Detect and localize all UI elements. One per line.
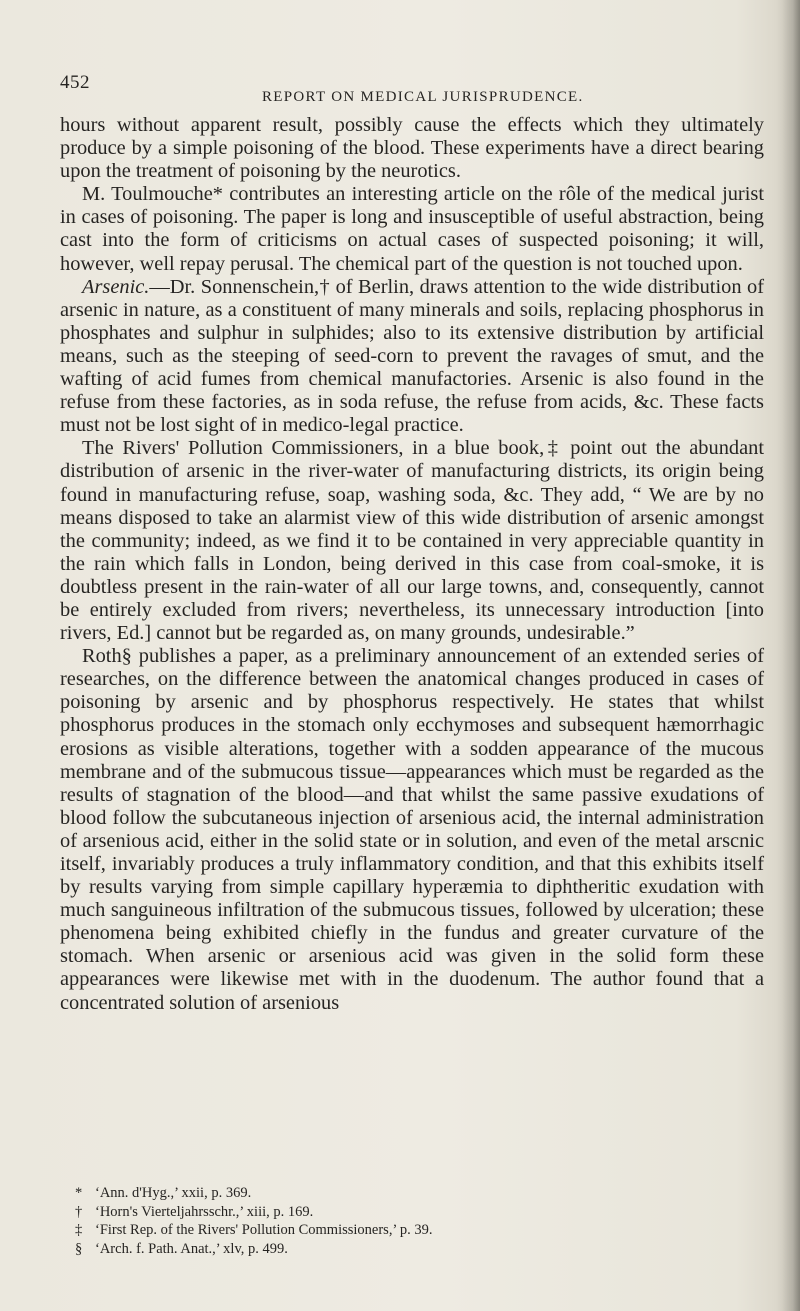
paragraph — [60, 114, 764, 183]
paragraph — [60, 276, 764, 438]
footnote-text: ‘Horn's Vierteljahrsschr.,’ xiii, p. 169. — [95, 1203, 314, 1220]
footnote-text: ‘Arch. f. Path. Anat.,’ xlv, p. 499. — [95, 1240, 288, 1257]
paragraph-text: —Dr. Sonnenschein,† of Berlin, draws attention to the wide distribution of arsenic in nature, as a constituent of many minerals and soils, replacing phosphorus in phosphates and sulphur in sulphides; also to its extensive distribution by artificial means, such as the steeping of seed-corn to prevent the ravages of smut, and the wafting of acid fumes from chemical manufactories. Arsenic is also found in the refuse from these factories, as in soda refuse, the refuse from acids, &c. These facts must not be lost sight of in medico-legal practice. — [60, 275, 764, 437]
footnote — [75, 1203, 755, 1222]
footnote — [75, 1184, 755, 1203]
paragraph-text: hours without apparent result, possibly cause the effects which they ultimately produce by a simple poisoning of the blood. These experiments have a direct bearing upon the treatment of poisoning by the neurotics. — [60, 114, 764, 183]
footnote — [75, 1240, 755, 1259]
footnotes — [75, 1184, 755, 1258]
running-head: REPORT ON MEDICAL JURISPRUDENCE. — [262, 89, 584, 105]
paragraph — [60, 437, 764, 645]
footnote-text: ‘First Rep. of the Rivers' Pollution Commissioners,’ p. 39. — [95, 1222, 433, 1239]
page-number: 452 — [60, 72, 90, 93]
footnote-mark: * — [75, 1185, 83, 1201]
paragraph — [60, 183, 764, 275]
paragraph-text: The Rivers' Pollution Commissioners, in a blue book,‡ point out the abundant distribution of arsenic in the river-water of manufacturing districts, its origin being found in manufacturing refuse, soap, washing soda, &c. They add, “ We are by no means disposed to take an alarmist view of this wide distribution of arsenic amongst the community; indeed, as we find it to be contained in very appreciable quantity in the rain which falls in London, being derived in this case from coal-smoke, it is doubtless present in the rain-water of all our large towns, and, consequently, cannot be entirely excluded from rivers; nevertheless, its unnecessary introduction [into rivers, Ed.] cannot but be regarded as, on many grounds, undesirable.” — [60, 437, 764, 645]
paragraph-text: M. Toulmouche* contributes an interesting article on the rôle of the medical jurist in cases of poisoning. The paper is long and insusceptible of useful abstraction, being cast into the form of criticisms on actual cases of suspected poisoning; it will, however, well repay perusal. The chemical part of the question is not touched upon. — [60, 183, 764, 275]
footnote-mark: † — [75, 1203, 83, 1220]
paragraph-text: Roth§ publishes a paper, as a preliminary announcement of an extended series of researches, on the difference between the anatomical changes produced in cases of poisoning by arsenic and by phosphorus respectively. He states that whilst phosphorus produces in the stomach only ecchymoses and subsequent hæmorrhagic erosions as visible alterations, together with a sodden appearance of the mucous membrane and of the submucous tissue—appearances which must be regarded as the results of stagnation of the blood—and that whilst the same passive exudations of blood follow the subcutaneous injection of arsenious acid, the internal administration of arsenious acid, either in the solid state or in solution, and even of the metal arscnic itself, invariably produces a truly inflammatory condition, and that this exhibits itself by results varying from simple capillary hyperæmia to diphtheritic exudation with much sanguineous infiltration of the submucous tissues, followed by ulceration; these phenomena being exhibited chiefly in the fundus and greater curvature of the stomach. When arsenic or arsenious acid was given in the solid form these appearances were likewise met with in the duodenum. The author found that a concentrated solution of arsenious — [60, 645, 764, 1014]
footnote-mark: ‡ — [75, 1222, 83, 1239]
body-text — [60, 114, 764, 1015]
page-edge-shadow — [782, 0, 800, 1311]
footnote-text: ‘Ann. d'Hyg.,’ xxii, p. 369. — [95, 1185, 252, 1201]
section-lead: Arsenic. — [82, 275, 150, 298]
paragraph — [60, 645, 764, 1015]
footnote — [75, 1221, 755, 1240]
footnote-mark: § — [75, 1240, 83, 1257]
